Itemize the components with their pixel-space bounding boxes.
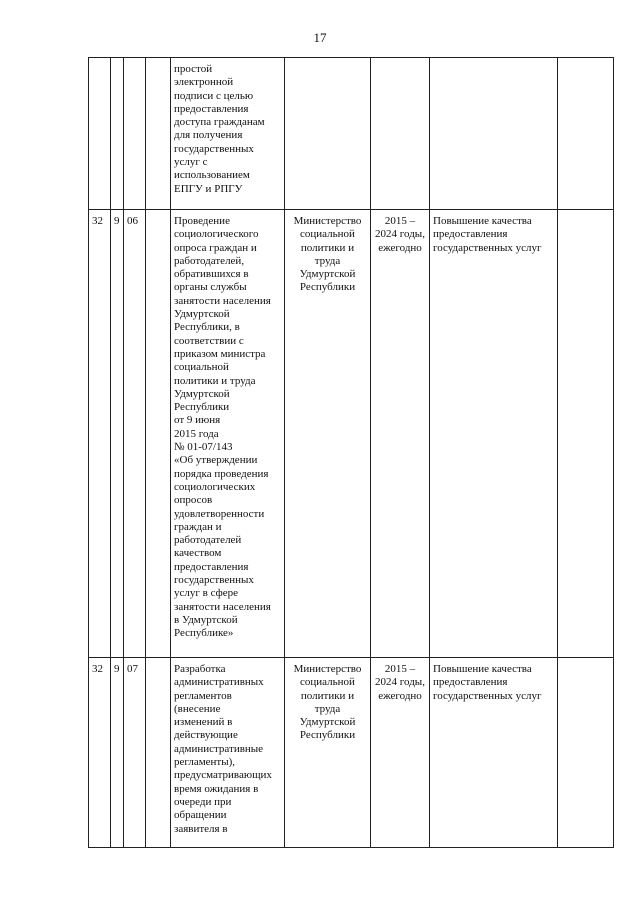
table-row bbox=[89, 658, 614, 848]
extra-cell bbox=[558, 658, 614, 848]
result-cell: Повышение качества предоставления государственных услуг bbox=[430, 658, 558, 848]
code-program-cell: 32 bbox=[89, 658, 111, 848]
code-measure-cell: 07 bbox=[124, 658, 146, 848]
executor-cell: Министерство социальной политики и труда Удмуртской Республики bbox=[285, 210, 371, 658]
result-cell bbox=[430, 58, 558, 210]
measures-table bbox=[88, 57, 614, 848]
table-row bbox=[89, 210, 614, 658]
period-cell bbox=[371, 58, 430, 210]
measure-name-cell: простой электронной подписи с целью предоставления доступа гражданам для получения государственных услуг с использованием ЕПГУ и РПГУ bbox=[171, 58, 285, 210]
executor-cell: Министерство социальной политики и труда Удмуртской Республики bbox=[285, 658, 371, 848]
table-row bbox=[89, 58, 614, 210]
code-subprogram-cell: 9 bbox=[111, 658, 124, 848]
extra-cell bbox=[558, 58, 614, 210]
code-program-cell bbox=[89, 58, 111, 210]
code-extra-cell bbox=[146, 58, 171, 210]
period-cell: 2015 – 2024 годы, ежегодно bbox=[371, 210, 430, 658]
code-subprogram-cell bbox=[111, 58, 124, 210]
code-program-cell: 32 bbox=[89, 210, 111, 658]
result-cell: Повышение качества предоставления государственных услуг bbox=[430, 210, 558, 658]
code-subprogram-cell: 9 bbox=[111, 210, 124, 658]
code-measure-cell: 06 bbox=[124, 210, 146, 658]
code-extra-cell bbox=[146, 658, 171, 848]
code-extra-cell bbox=[146, 210, 171, 658]
executor-cell bbox=[285, 58, 371, 210]
measure-name-cell: Разработка административных регламентов (внесение изменений в действующие административные регламенты), предусматривающих время ожидания в очереди при обращении заявителя в bbox=[171, 658, 285, 848]
period-cell: 2015 – 2024 годы, ежегодно bbox=[371, 658, 430, 848]
code-measure-cell bbox=[124, 58, 146, 210]
measure-name-cell: Проведение социологического опроса граждан и работодателей, обратившихся в органы службы занятости населения Удмуртской Республики, в соответствии с приказом министра социальной политики и труда Удмуртской Республики от 9 июня 2015 года № 01-07/143 «Об утверждении порядка проведения социологических опросов удовлетворенности граждан и работодателей качеством предоставления государственных услуг в сфере занятости населения в Удмуртской Республике» bbox=[171, 210, 285, 658]
page-number: 17 bbox=[313, 30, 327, 45]
extra-cell bbox=[558, 210, 614, 658]
